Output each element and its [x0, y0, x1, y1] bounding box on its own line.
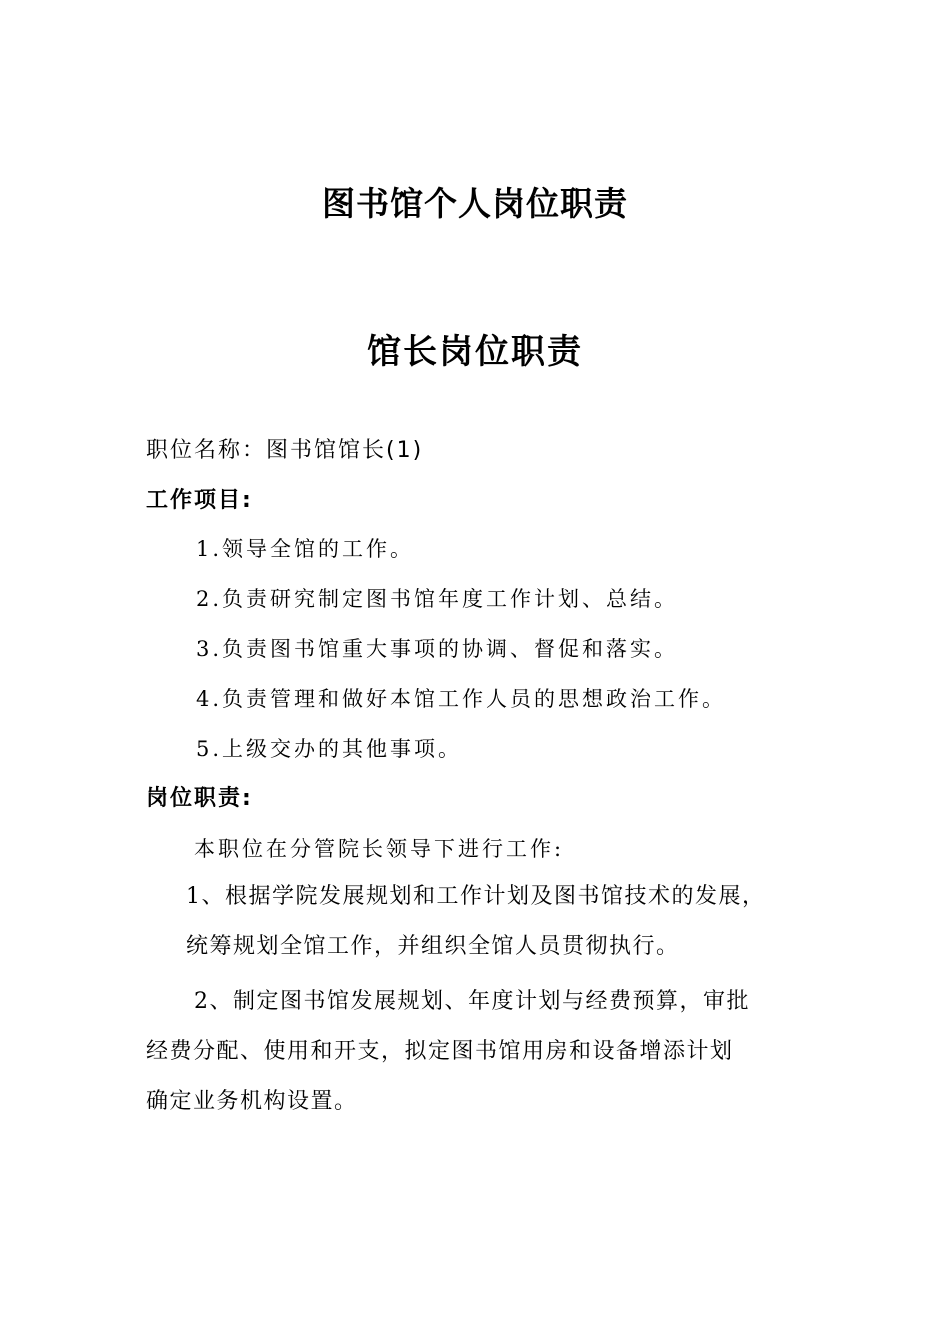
- work-item: 3.负责图书馆重大事项的协调、督促和落实。: [196, 637, 679, 661]
- work-item: 4.负责管理和做好本馆工作人员的思想政治工作。: [196, 687, 727, 711]
- section-title: 馆长岗位职责: [367, 332, 583, 372]
- duties-label: 岗位职责:: [146, 786, 253, 811]
- work-items-label: 工作项目:: [146, 488, 253, 513]
- main-title: 图书馆个人岗位职责: [322, 184, 628, 223]
- position-name-line: 职位名称：图书馆馆长(1): [146, 438, 424, 463]
- work-item: 5.上级交办的其他事项。: [196, 737, 463, 761]
- work-item: 1.领导全馆的工作。: [196, 537, 415, 561]
- duty-2-line: 经费分配、使用和开支，拟定图书馆用房和设备增添计划: [146, 1039, 734, 1064]
- duties-intro: 本职位在分管院长领导下进行工作:: [194, 837, 565, 861]
- work-item: 2.负责研究制定图书馆年度工作计划、总结。: [196, 587, 679, 611]
- duty-1-line: 1、根据学院发展规划和工作计划及图书馆技术的发展，: [186, 884, 766, 909]
- duty-2-line: 确定业务机构设置。: [146, 1089, 358, 1114]
- duty-2-line: 2、制定图书馆发展规划、年度计划与经费预算，审批: [194, 989, 750, 1014]
- duty-1-line: 统筹规划全馆工作，并组织全馆人员贯彻执行。: [186, 934, 680, 959]
